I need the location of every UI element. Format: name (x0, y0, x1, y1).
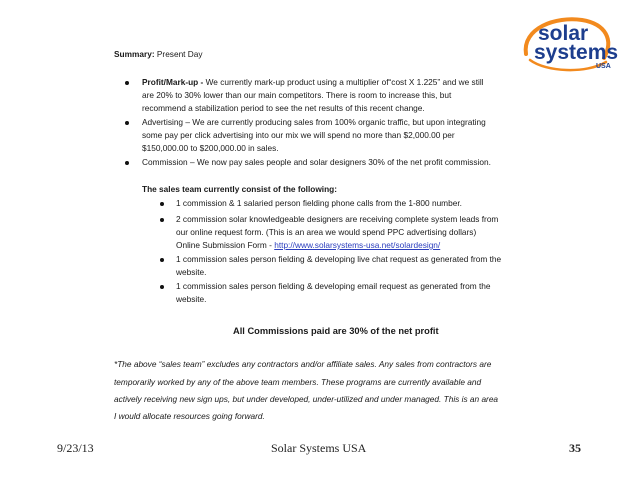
bullet-icon (125, 121, 129, 125)
team-item-3-line-1: 1 commission sales person fielding & developing live chat request as generated from the (176, 254, 502, 264)
online-form-label: Online Submission Form - (176, 240, 275, 250)
logo-line1: solar (538, 22, 589, 45)
bullet-icon (160, 218, 164, 222)
logo-line2: systems (534, 41, 619, 64)
advertising-text-2: some pay per click advertising into our mix we will spend no more than $2,000.00 per (142, 130, 455, 140)
bullet-icon (125, 81, 129, 85)
profit-text-1: We currently mark-up product using a multiplier of“cost X 1.225” and we still (203, 77, 484, 87)
note-line-3: actively receiving new sign ups, but under developed, under-utilized and under managed. This is an area (114, 394, 499, 404)
advertising-text-1: Advertising – We are currently producing sales from 100% organic traffic, but upon integrating (142, 117, 486, 127)
footer-date: 9/23/13 (57, 441, 94, 455)
bullet-icon (160, 285, 164, 289)
advertising-text-3: $150,000.00 to $200,000.00 in sales. (142, 143, 279, 153)
profit-text-2: are 20% to 30% lower than our main competitors. There is room to increase this, but (142, 90, 452, 100)
profit-markup-label: Profit/Mark-up - (142, 77, 204, 87)
team-item-2-line-2: our online request form. (This is an area we would spend PPC advertising dollars) (176, 227, 477, 237)
team-item-1: 1 commission & 1 salaried person fielding phone calls from the 1-800 number. (176, 198, 462, 208)
team-heading: The sales team currently consist of the following: (142, 184, 338, 194)
team-item-4-line-2: website. (176, 294, 207, 304)
note-line-4: I would allocate resources going forward. (114, 411, 265, 421)
profit-text-3: recommend a stabilization period to see the net results of this recent change. (142, 103, 425, 113)
logo-line3: USA (596, 63, 611, 70)
note-line-2: temporarily worked by any of the above team members. These programs are currently available and (114, 377, 482, 387)
summary-value: Present Day (156, 49, 203, 59)
bullet-icon (160, 258, 164, 262)
solar-systems-logo (516, 14, 620, 76)
page-number: 35 (569, 441, 581, 455)
team-item-2-line-1: 2 commission solar knowledgeable designers are receiving complete system leads from (176, 214, 499, 224)
team-item-3-line-2: website. (176, 267, 207, 277)
commission-text: Commission – We now pay sales people and solar designers 30% of the net profit commission. (142, 157, 491, 167)
bullet-icon (160, 202, 164, 206)
solar-design-link[interactable]: http://www.solarsystems-usa.net/solardesign/ (274, 240, 441, 250)
footer-title: Solar Systems USA (271, 441, 367, 455)
bullet-profit-line-1 (142, 76, 484, 88)
summary-line (114, 48, 203, 60)
summary-label: Summary: (114, 49, 155, 59)
team-item-4-line-1: 1 commission sales person fielding & developing email request as generated from the (176, 281, 491, 291)
online-form-line (176, 239, 440, 251)
bullet-icon (125, 161, 129, 165)
note-line-1: *The above “sales team” excludes any contractors and/or affiliate sales. Any sales from contractors are (114, 359, 492, 369)
commission-statement: All Commissions paid are 30% of the net profit (233, 326, 439, 336)
